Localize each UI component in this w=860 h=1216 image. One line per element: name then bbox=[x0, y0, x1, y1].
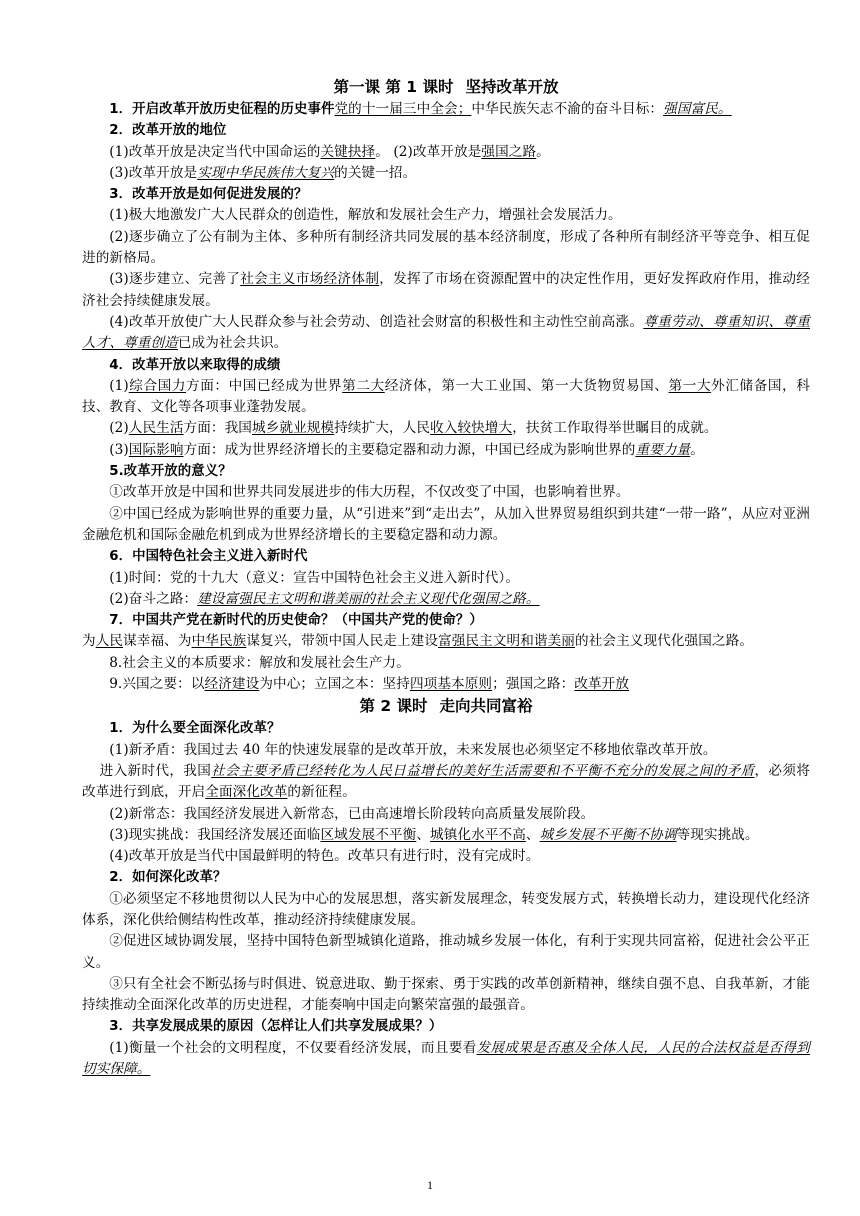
heading-7: 7．中国共产党在新时代的历史使命？（中国共产党的使命？） bbox=[109, 613, 483, 629]
lesson1-title-part2: 坚持改革开放 bbox=[465, 78, 559, 96]
l2-paragraph-1-5: (4)改革开放是当代中国最鲜明的特色。改革只有进行时，没有完成时。 bbox=[109, 848, 540, 865]
paragraph-6-1: (1)时间：党的十九大（意义：宣告中国特色社会主义进入新时代）。 bbox=[109, 569, 520, 586]
l2-paragraph-1-1: (1)新矛盾：我国过去 40 年的快速发展靠的是改革开放，未来发展也必须坚定不移地依靠改革开放。 bbox=[109, 741, 717, 758]
l2-paragraph-2-1: ①必须坚定不移地贯彻以人民为中心的发展思想，落实新发展理念，转变发展方式，转换增长动力，建设现代化经济体系，深化供给侧结构性改革，推动经济持续健康发展。 bbox=[82, 890, 810, 928]
paragraph-9: 9.兴国之要：以经济建设为中心；立国之本：坚持四项基本原则；强国之路：改革开放 bbox=[109, 676, 630, 693]
l2-paragraph-1-2: 进入新时代，我国社会主要矛盾已经转化为人民日益增长的美好生活需要和不平衡不充分的发展之间的矛盾，必须将改革进行到底，开启全面深化改革的新征程。 bbox=[82, 762, 810, 801]
document-page bbox=[82, 76, 810, 1080]
paragraph-1: 1．开启改革开放历史征程的历史事件党的十一届三中全会；中华民族矢志不渝的奋斗目标：强国富民。 bbox=[109, 101, 732, 117]
l2-heading-1: 1．为什么要全面深化改革？ bbox=[109, 721, 281, 737]
l2-paragraph-3-1: (1)衡量一个社会的文明程度，不仅要看经济发展，而且要看发展成果是否惠及全体人民，人民的合法权益是否得到切实保障。 bbox=[82, 1039, 810, 1078]
paragraph-5-2: ②中国已经成为影响世界的重要力量，从“引进来”到“走出去”，从加入世界贸易组织到共建“一带一路”，从应对亚洲金融危机和国际金融危机到成为世界经济增长的主要稳定器和动力源。 bbox=[82, 505, 810, 543]
lesson2-title-part2: 走向共同富裕 bbox=[439, 697, 533, 716]
lesson2-title-part1: 第 2 课时 bbox=[359, 697, 428, 716]
paragraph-5-1: ①改革开放是中国和世界共同发展进步的伟大历程，不仅改变了中国，也影响着世界。 bbox=[109, 484, 630, 501]
lesson1-title bbox=[82, 76, 810, 98]
heading-4: 4．改革开放以来取得的成绩 bbox=[109, 357, 281, 373]
paragraph-3-3: (3)逐步建立、完善了社会主义市场经济体制，发挥了市场在资源配置中的决定性作用，更好发挥政府作用，推动经济社会持续健康发展。 bbox=[82, 271, 810, 309]
paragraph-4-2: (2)人民生活方面：我国城乡就业规模持续扩大，人民收入较快增大，扶贫工作取得举世瞩目的成就。 bbox=[109, 420, 718, 437]
lesson2-title bbox=[82, 695, 810, 717]
l2-paragraph-1-3: (2)新常态：我国经济发展进入新常态，已由高速增长阶段转向高质量发展阶段。 bbox=[109, 805, 595, 822]
heading-5: 5.改革开放的意义？ bbox=[109, 464, 232, 480]
l2-paragraph-2-2: ②促进区域协调发展，坚持中国特色新型城镇化道路，推动城乡发展一体化，有利于实现共同富裕，促进社会公平正义。 bbox=[82, 933, 810, 971]
paragraph-4-3: (3)国际影响方面：成为世界经济增长的主要稳定器和动力源，中国已经成为影响世界的重要力量。 bbox=[109, 441, 704, 458]
l2-paragraph-1-4: (3)现实挑战：我国经济发展还面临区域发展不平衡、城镇化水平不高、城乡发展不平衡不协调等现实挑战。 bbox=[109, 826, 759, 843]
l2-heading-2: 2．如何深化改革？ bbox=[109, 870, 227, 886]
paragraph-7: 为人民谋幸福、为中华民族谋复兴，带领中国人民走上建设富强民主文明和谐美丽的社会主义现代化强国之路。 bbox=[82, 633, 754, 650]
paragraph-8: 8.社会主义的本质要求：解放和发展社会生产力。 bbox=[109, 654, 410, 671]
paragraph-6-2: (2)奋斗之路：建设富强民主文明和谐美丽的社会主义现代化强国之路。 bbox=[109, 590, 540, 607]
paragraph-3-2: (2)逐步确立了公有制为主体、多种所有制经济共同发展的基本经济制度，形成了各种所有制经济平等竞争、相互促进的新格局。 bbox=[82, 228, 810, 267]
paragraph-2-1: (1)改革开放是决定当代中国命运的关键抉择。 (2)改革开放是强国之路。 bbox=[109, 143, 550, 160]
heading-2: 2．改革开放的地位 bbox=[109, 123, 227, 139]
l2-paragraph-2-3: ③只有全社会不断弘扬与时俱进、锐意进取、勤于探索、勇于实践的改革创新精神，继续自强不息、自我革新，才能持续推动全面深化改革的历史进程，才能奏响中国走向繁荣富强的最强音。 bbox=[82, 975, 810, 1014]
paragraph-3-4: (4)改革开放使广大人民群众参与社会劳动、创造社会财富的积极性和主动性空前高涨。尊重劳动、尊重知识、尊重人才、尊重创造已成为社会共识。 bbox=[82, 313, 810, 352]
page-number: 1 bbox=[427, 1178, 433, 1192]
paragraph-2-2: (3)改革开放是实现中华民族伟大复兴的关键一招。 bbox=[109, 164, 417, 181]
paragraph-3-1: (1)极大地激发广大人民群众的创造性，解放和发展社会生产力，增强社会发展活力。 bbox=[109, 207, 622, 224]
paragraph-4-1: (1)综合国力方面：中国已经成为世界第二大经济体，第一大工业国、第一大货物贸易国、第一大外汇储备国，科技、教育、文化等各项事业蓬勃发展。 bbox=[82, 377, 810, 416]
l2-heading-3: 3．共享发展成果的原因（怎样让人们共享发展成果？） bbox=[109, 1019, 443, 1035]
heading-6: 6．中国特色社会主义进入新时代 bbox=[109, 549, 308, 565]
lesson1-title-part1: 第一课 第 1 课时 bbox=[333, 78, 454, 96]
heading-3: 3．改革开放是如何促进发展的？ bbox=[109, 187, 308, 203]
